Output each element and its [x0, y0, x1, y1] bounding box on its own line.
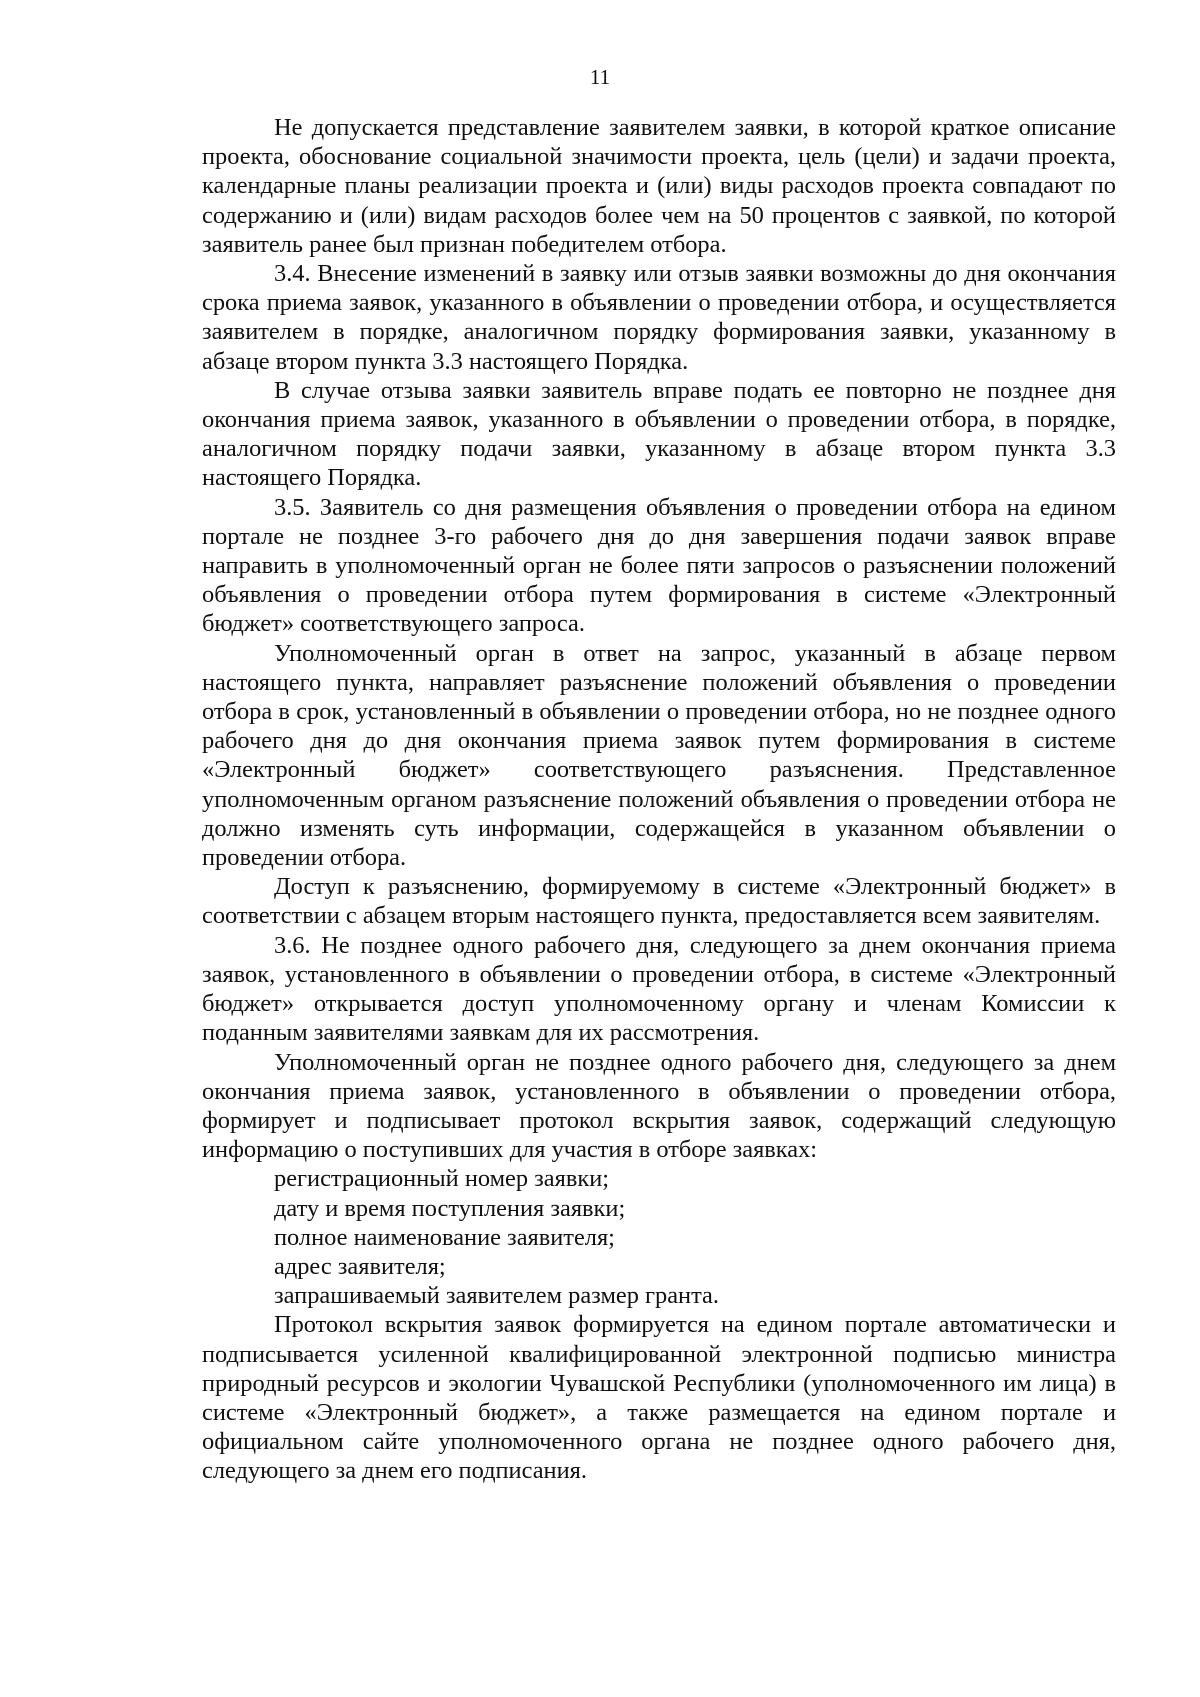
paragraph-application-resubmission: В случае отзыва заявки заявитель вправе подать ее повторно не позднее дня окончания приема заявок, указанного в объявлении о проведении отбора, в порядке, аналогичном порядку подачи заявки, указанному в абзаце втором пункта 3.3 настоящего Порядка. [202, 376, 1116, 492]
page-number: 11 [589, 65, 611, 89]
paragraph-clarification-response: Уполномоченный орган в ответ на запрос, указанный в абзаце первом настоящего пункта, направляет разъяснение положений объявления о проведении отбора в срок, установленный в объявлении о проведении отбора, но не позднее одного рабочего дня до дня окончания приема заявок путем формирования в системе «Электронный бюджет» соответствующего разъяснения. Представленное уполномоченным органом разъяснение положений объявления о проведении отбора не должно изменять суть информации, содержащейся в указанном объявлении о проведении отбора. [202, 639, 1116, 872]
paragraph-clarification-access: Доступ к разъяснению, формируемому в системе «Электронный бюджет» в соответствии с абзацем вторым настоящего пункта, предоставляется всем заявителям. [202, 873, 1116, 930]
paragraph-3-6-access-opening: 3.6. Не позднее одного рабочего дня, следующего за днем окончания приема заявок, установленного в объявлении о проведении отбора, в системе «Электронный бюджет» открывается доступ уполномоченному органу и членам Комиссии к поданным заявителями заявкам для их рассмотрения. [202, 931, 1116, 1047]
paragraph-3-4-application-changes: 3.4. Внесение изменений в заявку или отзыв заявки возможны до дня окончания срока приема заявок, указанного в объявлении о проведении отбора, и осуществляется заявителем в порядке, аналогичном порядку формирования заявки, указанному в абзаце втором пункта 3.3 настоящего Порядка. [202, 260, 1116, 375]
list-item-receipt-datetime: дату и время поступления заявки; [274, 1194, 626, 1222]
list-item-applicant-name: полное наименование заявителя; [274, 1223, 615, 1251]
paragraph-protocol-signing: Протокол вскрытия заявок формируется на едином портале автоматически и подписывается усиленной квалифицированной электронной подписью министра природный ресурсов и экологии Чувашской Республики (уполномоченного им лица) в системе «Электронный бюджет», а также размещается на едином портале и официальном сайте уполномоченного органа не позднее одного рабочего дня, следующего за днем его подписания. [202, 1311, 1116, 1485]
document-body [202, 113, 1116, 1486]
list-item-applicant-address: адрес заявителя; [274, 1252, 446, 1280]
paragraph-opening-protocol: Уполномоченный орган не позднее одного рабочего дня, следующего за днем окончания приема заявок, установленного в объявлении о проведении отбора, формирует и подписывает протокол вскрытия заявок, содержащий следующую информацию о поступивших для участия в отборе заявках: [202, 1048, 1116, 1164]
list-item-grant-amount: запрашиваемый заявителем размер гранта. [274, 1282, 719, 1310]
paragraph-no-duplicate-application: Не допускается представление заявителем заявки, в которой краткое описание проекта, обоснование социальной значимости проекта, цель (цели) и задачи проекта, календарные планы реализации проекта и (или) виды расходов проекта совпадают по содержанию и (или) видам расходов более чем на 50 процентов с заявкой, по которой заявитель ранее был признан победителем отбора. [202, 114, 1116, 258]
paragraph-3-5-clarification-requests: 3.5. Заявитель со дня размещения объявления о проведении отбора на едином портале не позднее 3-го рабочего дня до дня завершения подачи заявок вправе направить в уполномоченный орган не более пяти запросов о разъяснении положений объявления о проведении отбора путем формирования в системе «Электронный бюджет» соответствующего запроса. [202, 493, 1116, 638]
list-item-registration-number: регистрационный номер заявки; [274, 1165, 610, 1193]
